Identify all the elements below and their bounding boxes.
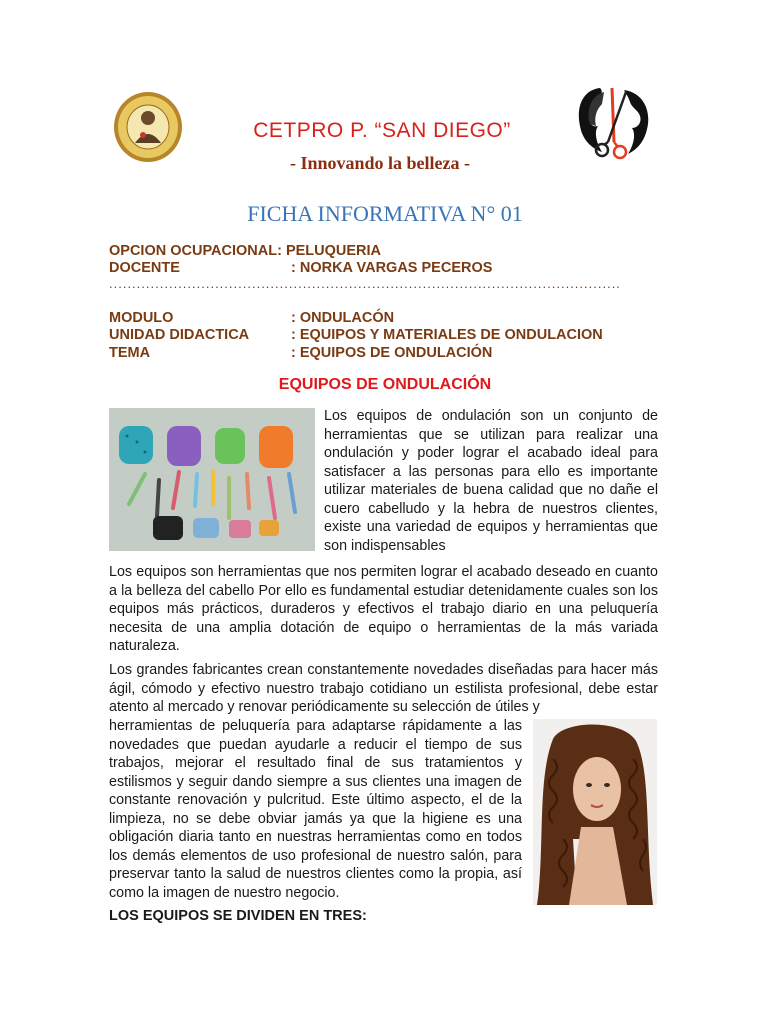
field-docente [109, 259, 493, 277]
subheading-equipos-tres: LOS EQUIPOS SE DIVIDEN EN TRES: [109, 908, 367, 924]
field-label: OPCION OCUPACIONAL: [109, 243, 282, 259]
school-seal-icon [113, 91, 183, 163]
field-tema [109, 344, 493, 362]
dotted-separator: ............................................................................................................... [109, 278, 621, 290]
field-value: : ONDULACÓN [291, 310, 395, 326]
paragraph-intro: Los equipos de ondulación son un conjunto de herramientas que se utilizan para realizar una ondulación y poder lograr el acabado ideal para satisfacer a las personas para ello es importante utilizar materiales de buena calidad que no dañe el cuero cabelludo y la hebra de nuestros clientes, existe una variedad de equipos y herramientas que son indispensables [324, 408, 658, 554]
curly-hair-woman-photo [533, 719, 657, 905]
paragraph-fabricantes-continued: herramientas de peluquería para adaptarse rápidamente a las novedades que puedan ayudarle a reducir el tiempo de sus trabajos, mejorar el resultado final de sus tratamientos y estilismos y seguir dando siempre a sus clientes una imagen de constante renovación y pulcritud. Este último aspecto, el de la limpieza, no se debe obviar jamás ya que la higiene es una obligación diaria tanto en nuestras herramientas como en todos los demás elementos de uso profesional de nuestro salón, para preservar tanto la salud de nuestros clientes como la propia, así como la imagen de nuestro negocio. [109, 718, 522, 901]
field-label: UNIDAD DIDACTICA [109, 327, 250, 343]
field-label: TEMA [109, 345, 151, 361]
hairdresser-scissors-logo-icon [570, 82, 654, 168]
field-value: : EQUIPOS DE ONDULACIÓN [291, 345, 493, 361]
section-title: EQUIPOS DE ONDULACIÓN [278, 376, 492, 393]
paragraph-equipos: Los equipos son herramientas que nos permiten lograr el acabado deseado en cuanto a la belleza del cabello Por ello es fundamental estudiar detenidamente cuales son los equipos más prácticos, duraderos y efectivos el trabajo diario en una peluquería necesita de una amplia dotación de equipo o herramientas de la más variada naturaleza. [109, 564, 658, 654]
field-modulo [109, 309, 395, 327]
field-label: MODULO [109, 310, 174, 326]
school-motto: - Innovando la belleza - [289, 153, 471, 173]
field-value: PELUQUERIA [285, 243, 382, 259]
field-value: : EQUIPOS Y MATERIALES DE ONDULACION [291, 327, 603, 343]
school-name: CETPRO P. “SAN DIEGO” [253, 119, 511, 142]
paragraph-fabricantes-start: Los grandes fabricantes crean constantemente novedades diseñadas para hacer más ágil, cómodo y efectivo nuestro trabajo cotidiano un estilista profesional, debe estar atento al mercado y renovar periódicamente su selección de útiles y [109, 662, 658, 715]
field-label: DOCENTE [109, 260, 180, 276]
hair-rollers-photo [109, 408, 315, 551]
field-value: : NORKA VARGAS PECEROS [291, 260, 493, 276]
field-opcion-ocupacional [109, 242, 381, 260]
field-unidad-didactica [109, 326, 603, 344]
document-title: FICHA INFORMATIVA N° 01 [247, 201, 523, 226]
